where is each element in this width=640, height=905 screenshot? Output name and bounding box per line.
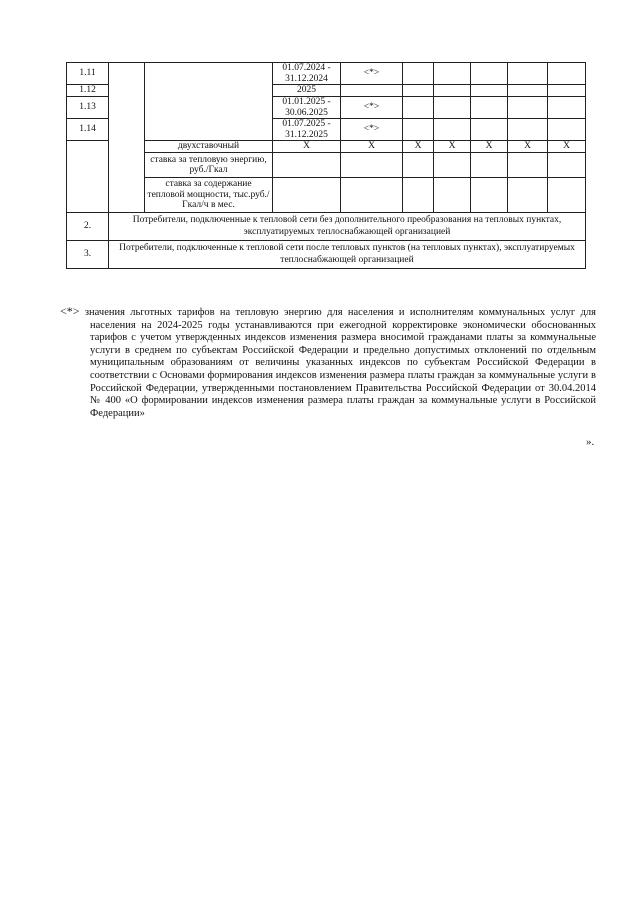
closing-quote: ». [586, 436, 595, 448]
value-cell [471, 178, 508, 213]
value-cell [403, 153, 434, 178]
energy-rate-label: ставка за тепловую энергию, руб./Гкал [145, 153, 273, 178]
value-cell [471, 153, 508, 178]
value-cell [508, 63, 548, 85]
row-number: 3. [67, 241, 109, 269]
row-number: 1.11 [67, 63, 109, 85]
value-cell [508, 97, 548, 119]
x-cell: X [548, 141, 586, 153]
period-cell: 01.01.2025 - 30.06.2025 [273, 97, 341, 119]
value-cell [508, 85, 548, 97]
value-cell [434, 178, 471, 213]
value-cell [341, 153, 403, 178]
footnote-mark: <*> [60, 304, 80, 318]
footnote-mark [341, 85, 403, 97]
blank-cell [109, 63, 145, 213]
x-cell: X [508, 141, 548, 153]
period-cell: 01.07.2024 - 31.12.2024 [273, 63, 341, 85]
value-cell [548, 153, 586, 178]
footnote-text: значения льготных тарифов на тепловую энергию для населения и исполнителям коммунальных услуг для населения на 2024-2025 годы устанавливаются при ежегодной корректировке экономически обоснованных тарифов с учетом утвержденных индексов изменения размера вносимой гражданами платы за коммунальные услуги в среднем по субъектам Российской Федерации и предельно допустимых отклонений по отдельным муниципальным образованиям от величины указанных индексов по субъектам Российской Федерации в соответствии с Основами формирования индексов изменения размера платы граждан за коммунальные услуги в Российской Федерации, утвержденными постановлением Правительства Российской Федерации от 30.04.2014 № 400 «О формировании индексов изменения размера платы граждан за коммунальные услуги в Российской Федерации» [84, 307, 597, 419]
capacity-rate-label: ставка за содержание тепловой мощности, тыс.руб./Гкал/ч в мес. [145, 178, 273, 213]
value-cell [273, 178, 341, 213]
period-cell: 01.07.2025 - 31.12.2025 [273, 119, 341, 141]
value-cell [341, 178, 403, 213]
row-number: 2. [67, 213, 109, 241]
row-number: 1.13 [67, 97, 109, 119]
footnote-mark: <*> [341, 63, 403, 85]
footnote-mark: <*> [341, 119, 403, 141]
table-row [67, 178, 586, 213]
table-row [67, 153, 586, 178]
value-cell [403, 97, 434, 119]
value-cell [471, 85, 508, 97]
value-cell [508, 178, 548, 213]
table-row [67, 213, 586, 241]
x-cell: X [471, 141, 508, 153]
two-part-label: двухставочный [145, 141, 273, 153]
value-cell [403, 119, 434, 141]
footnote [60, 304, 597, 420]
value-cell [403, 178, 434, 213]
value-cell [548, 85, 586, 97]
value-cell [403, 63, 434, 85]
value-cell [434, 85, 471, 97]
section-3-title: Потребители, подключенные к тепловой сети после тепловых пунктов (на тепловых пунктах), эксплуатируемых теплоснабжающей организацией [109, 241, 586, 269]
value-cell [508, 119, 548, 141]
value-cell [434, 153, 471, 178]
value-cell [434, 119, 471, 141]
row-number: 1.12 [67, 85, 109, 97]
value-cell [273, 153, 341, 178]
value-cell [548, 97, 586, 119]
value-cell [548, 178, 586, 213]
section-2-title: Потребители, подключенные к тепловой сети без дополнительного преобразования на тепловых пунктах, эксплуатируемых теплоснабжающей организацией [109, 213, 586, 241]
x-cell: X [434, 141, 471, 153]
table-row [67, 241, 586, 269]
table-row [67, 63, 586, 85]
value-cell [471, 97, 508, 119]
footnote-mark: <*> [341, 97, 403, 119]
value-cell [434, 63, 471, 85]
value-cell [403, 85, 434, 97]
blank-cell [145, 63, 273, 141]
x-cell: X [403, 141, 434, 153]
x-cell: X [273, 141, 341, 153]
tariff-table [66, 62, 586, 269]
x-cell: X [341, 141, 403, 153]
value-cell [548, 63, 586, 85]
value-cell [471, 119, 508, 141]
blank-cell [67, 141, 109, 213]
value-cell [434, 97, 471, 119]
value-cell [471, 63, 508, 85]
table-row [67, 141, 586, 153]
value-cell [508, 153, 548, 178]
period-cell: 2025 [273, 85, 341, 97]
row-number: 1.14 [67, 119, 109, 141]
value-cell [548, 119, 586, 141]
